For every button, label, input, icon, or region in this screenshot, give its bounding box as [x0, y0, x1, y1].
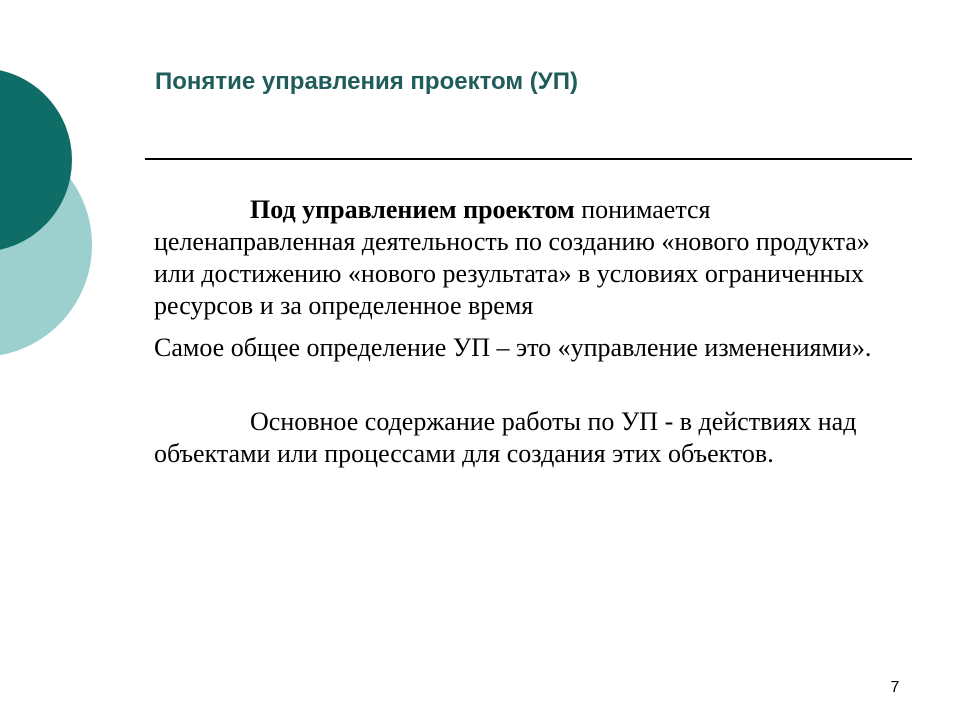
definition-text: понимается целенаправленная деятельность по созданию «нового продукта» или достижению «нового результата» в условиях ограниченных ресурсов и за определенное время — [154, 195, 870, 320]
title-divider — [145, 158, 912, 160]
slide-title: Понятие управления проектом (УП) — [155, 68, 578, 95]
general-definition-paragraph: Самое общее определение УП – это «управление изменениями». — [154, 333, 872, 362]
main-content-paragraph: Основное содержание работы по УП - в действиях над объектами или процессами для создания этих объектов. — [154, 407, 857, 468]
slide-body — [154, 194, 914, 470]
decorative-circles — [0, 0, 140, 400]
page-number: 7 — [890, 679, 900, 696]
definition-paragraph — [154, 194, 914, 322]
definition-lead: Под управлением проектом — [250, 195, 575, 224]
